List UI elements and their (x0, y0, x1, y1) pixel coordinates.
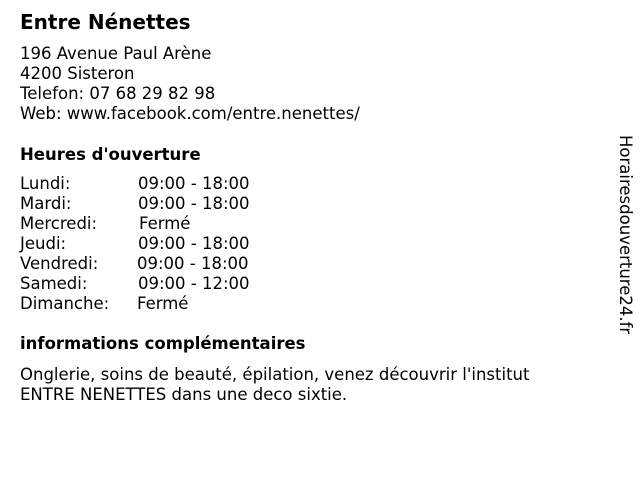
time-value: 09:00 - 18:00 (138, 174, 250, 193)
time-value: Fermé (139, 214, 191, 233)
time-value: Fermé (137, 294, 189, 313)
time-value: 09:00 - 18:00 (138, 234, 250, 253)
address-street: 196 Avenue Paul Arène (20, 44, 212, 63)
address-city: 4200 Sisteron (20, 64, 135, 83)
source-site-link[interactable]: Horairesdouverture24.fr (616, 135, 635, 335)
business-contact (20, 44, 360, 124)
website: Web: www.facebook.com/entre.nenettes/ (20, 104, 360, 123)
day-label: Vendredi: (20, 254, 99, 273)
time-value: 09:00 - 18:00 (138, 194, 250, 213)
additional-info-text (20, 365, 580, 405)
time-value: 09:00 - 18:00 (137, 254, 249, 273)
day-label: Mercredi: (20, 214, 98, 233)
time-value: 09:00 - 12:00 (138, 274, 250, 293)
description-line: Onglerie, soins de beauté, épilation, venez découvrir l'institut (20, 365, 530, 384)
business-name: Entre Nénettes (20, 10, 191, 34)
description-line: ENTRE NENETTES dans une deco sixtie. (20, 385, 348, 404)
day-label: Dimanche: (20, 294, 110, 313)
day-label: Samedi: (20, 274, 88, 293)
day-label: Mardi: (20, 194, 72, 213)
day-label: Lundi: (20, 174, 71, 193)
additional-info-heading: informations complémentaires (20, 334, 306, 353)
day-label: Jeudi: (20, 234, 67, 253)
phone-number: Telefon: 07 68 29 82 98 (20, 84, 216, 103)
opening-hours-heading: Heures d'ouverture (20, 145, 201, 164)
